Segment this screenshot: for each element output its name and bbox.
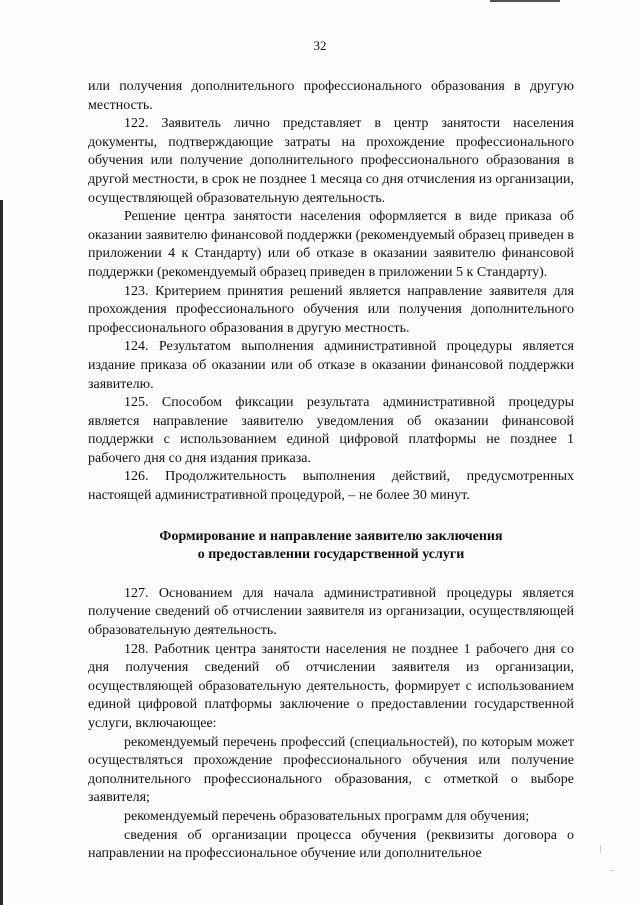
paragraph-128: 128. Работник центра занятости населения не позднее 1 рабочего дня со дня получения сведений об отчислении заявителя из организации, осуществляющей образовательную деятельность, формирует с использованием единой цифровой платформы заключение о предоставлении государственной услуги, включающее: — [88, 641, 574, 731]
list-item-programs: рекомендуемый перечень образовательных программ для обучения; — [124, 808, 530, 824]
list-item-professions: рекомендуемый перечень профессий (специальностей), по которым может осуществляться прохождение профессионального обучения или получение дополнительного профессионального образования, с отметкой о выборе заявителя; — [88, 734, 574, 806]
scan-noise — [600, 845, 601, 853]
scan-noise — [610, 870, 614, 871]
section-heading-line-2: о предоставлении государственной услуги — [197, 547, 465, 563]
section-bottom — [88, 585, 574, 864]
paragraph-127: 127. Основанием для начала административной процедуры является получение сведений об отчислении заявителя из организации, осуществляющей образовательную деятельность. — [88, 585, 574, 639]
paragraph-123: 123. Критерием принятия решений является направление заявителя для прохождения профессионального обучения или получения дополнительного профессионального образования в другую местность. — [88, 283, 574, 336]
section-heading-line-1: Формирование и направление заявителю заключения — [159, 528, 503, 544]
document-body — [88, 78, 574, 864]
paragraph-124: 124. Результатом выполнения административной процедуры является издание приказа об оказании или об отказе в оказании финансовой поддержки заявителю. — [88, 339, 574, 392]
scan-edge — [0, 200, 3, 905]
page-number: 32 — [313, 38, 327, 53]
paragraph-decision: Решение центра занятости населения оформляется в виде приказа об оказании заявителю финансовой поддержки (рекомендуемый образец приведен в приложении 4 к Стандарту) или об отказе в оказании заявителю финансовой поддержки (рекомендуемый образец приведен в приложении 5 к Стандарту). — [88, 209, 574, 280]
list-item-organization: сведения об организации процесса обучения (реквизиты договора о направлении на профессиональное обучение или дополнительное — [88, 827, 574, 862]
section-top — [88, 78, 574, 506]
section-heading — [88, 528, 574, 565]
paragraph-125: 125. Способом фиксации результата административной процедуры является направление заявителю уведомления об оказании финансовой поддержки с использованием единой цифровой платформы не позднее 1 рабочего дня со дня издания приказа. — [88, 395, 574, 466]
paragraph: или получения дополнительного профессионального образования в другую местность. — [88, 79, 574, 113]
paragraph-126: 126. Продолжительность выполнения действий, предусмотренных настоящей административной процедурой, – не более 30 минут. — [88, 469, 574, 504]
scan-mark — [490, 0, 560, 2]
paragraph-122: 122. Заявитель лично представляет в центр занятости населения документы, подтверждающие затраты на прохождение профессионального обучения или получение дополнительного профессионального образования в другой местности, в срок не позднее 1 месяца со дня отчисления из организации, осуществляющей образовательную деятельность. — [88, 116, 574, 206]
